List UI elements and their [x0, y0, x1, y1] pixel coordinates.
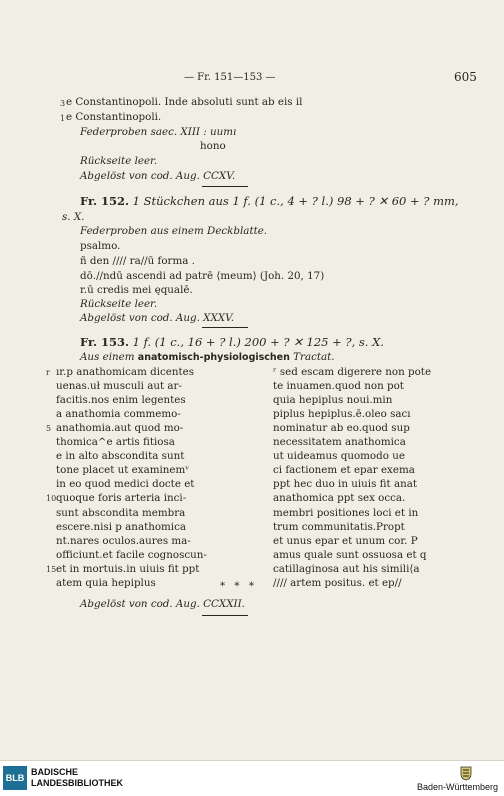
running-title: — Fr. 151—153 — — [184, 72, 276, 83]
right-column-line: et unus epar et unum cor. P — [273, 535, 418, 547]
fragment-description: 1 f. (1 c., 16 + ? l.) 200 + ? ✕ 125 + ?, s. X. — [132, 335, 384, 349]
fragment-subtitle: Aus einem anatomisch-physiologischen Tractat. — [80, 351, 335, 363]
right-column-line: anathomica ppt sex occa. — [273, 492, 406, 504]
coat-of-arms-icon — [458, 765, 474, 781]
section-rule — [202, 615, 248, 616]
fragment-date: s. X. — [62, 211, 85, 223]
left-column-line: ır.p anathomicam dicentes — [56, 366, 194, 378]
right-column-line: te inuamen.quod non pot — [273, 380, 404, 392]
fragment-description: 1 Stückchen aus 1 f. (1 c., 4 + ? l.) 98 + ? ✕ 60 + ? mm, — [132, 194, 459, 208]
right-column-line: ut uideamus quomodo ue — [273, 450, 405, 462]
line-number: 3 — [60, 99, 66, 108]
text-line: Abgelöst von cod. Aug. CCXV. — [80, 170, 236, 182]
line-number: 1 — [60, 114, 66, 123]
left-column-line: officiunt.et facile cognoscun- — [56, 549, 207, 561]
page-number: 605 — [454, 70, 477, 84]
text-line: Abgelöst von cod. Aug. XXXV. — [80, 312, 235, 324]
left-column-line: escere.nisi p anathomica — [56, 521, 187, 533]
library-footer — [0, 760, 504, 796]
left-column-line: et in mortuis.in uiuis fit ppt — [56, 563, 200, 575]
line-number: 5 — [46, 424, 52, 433]
fragment-label: Fr. 153. — [80, 335, 129, 349]
right-column-line: piplus hepiplus.ē.oleo sacı — [273, 408, 411, 420]
right-column-line: necessitatem anathomica — [273, 436, 406, 448]
text-line: ñ den //// ra//ū forma . — [80, 255, 195, 267]
text-line: r.ū credis mei ęqualē. — [80, 284, 193, 296]
left-column-line: tone placet ut examinemᵛ — [56, 464, 190, 476]
text-line: Federproben saec. XIII : uumı — [80, 126, 237, 138]
line-number: 10 — [46, 494, 57, 503]
right-column-line: amus quale sunt ossuosa et q — [273, 549, 427, 561]
right-column-line: ci factionem et epar exema — [273, 464, 415, 476]
text-line: dō.//ndū ascendi ad patrē ⟨meum⟩ (Joh. 20, 17) — [80, 270, 325, 282]
region-name: Baden-Württemberg — [416, 782, 498, 792]
left-column-line: thomica^e artis fitiosa — [56, 436, 175, 448]
library-name: BADISCHE LANDESBIBLIOTHEK — [31, 767, 123, 788]
left-column-line: sunt abscondita membra — [56, 507, 186, 519]
line-number: 15 — [46, 565, 57, 574]
text-line: psalmo. — [80, 240, 121, 252]
left-column-line: e in alto abscondita sunt — [56, 450, 185, 462]
right-column-line: trum communitatis.Propt — [273, 521, 405, 533]
right-column-line: quia hepiplus noui.min — [273, 394, 393, 406]
line-number: r — [46, 368, 50, 377]
left-column-line: in eo quod medici docte et — [56, 478, 195, 490]
fragment-label: Fr. 152. — [80, 194, 129, 208]
right-column-line: ʳ sed escam digerere non pote — [273, 366, 432, 378]
ornament-stars: * * * — [220, 580, 257, 592]
text-line: Abgelöst von cod. Aug. CCXXII. — [80, 598, 245, 610]
right-column-line: membri positiones loci et in — [273, 507, 419, 519]
text-line: Rückseite leer. — [80, 298, 158, 310]
text-line: Rückseite leer. — [80, 155, 158, 167]
text-line: hono — [200, 140, 226, 152]
left-column-line: a anathomia commemo- — [56, 408, 181, 420]
left-column-line: anathomia.aut quod mo- — [56, 422, 184, 434]
left-column-line: atem quia hepiplus — [56, 577, 156, 589]
left-column-line: facitis.nos enim legentes — [56, 394, 186, 406]
left-column-line: nt.nares oculos.aures ma- — [56, 535, 191, 547]
text-line: e Constantinopoli. Inde absoluti sunt ab eis il — [66, 96, 303, 108]
section-rule — [202, 327, 248, 328]
right-column-line: nominatur ab eo.quod sup — [273, 422, 410, 434]
left-column-line: uenas.uł musculi aut ar- — [56, 380, 182, 392]
right-column-line: ppt hec duo in uiuis fit anat — [273, 478, 417, 490]
right-column-line: catillaginosa aut his simili⟨a — [273, 563, 420, 575]
right-column-line: //// artem positus. et ep// — [273, 577, 402, 589]
section-rule — [202, 186, 248, 187]
text-line: Federproben aus einem Deckblatte. — [80, 225, 268, 237]
left-column-line: quoque foris arteria inci- — [56, 492, 187, 504]
blb-logo: BLB — [3, 766, 27, 790]
text-line: e Constantinopoli. — [66, 111, 162, 123]
